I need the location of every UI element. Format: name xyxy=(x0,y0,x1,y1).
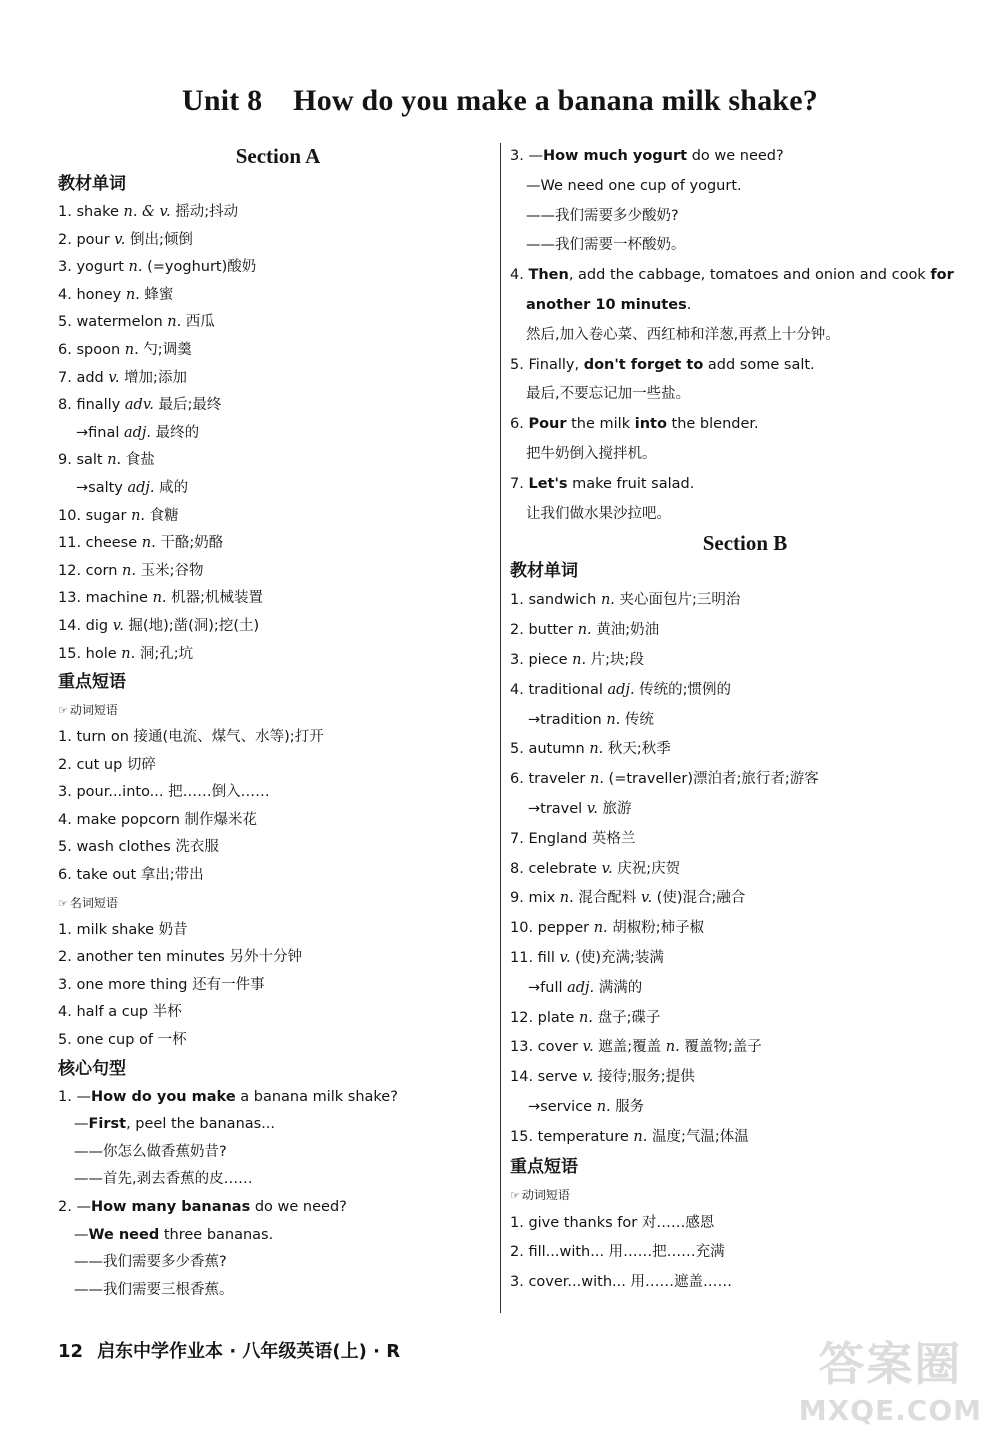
part-of-speech: n. xyxy=(600,592,615,609)
part-of-speech: n. & v. xyxy=(123,204,171,220)
part-of-speech: v. xyxy=(586,800,598,817)
watermark-url: MXQE.COM xyxy=(798,1394,982,1427)
vocab-item xyxy=(510,706,980,736)
watermark-logo: 答案圈 xyxy=(818,1337,963,1391)
vocab-meaning: 满满的 xyxy=(594,979,643,996)
part-of-speech: n. xyxy=(579,1009,593,1026)
vocab-item xyxy=(510,735,980,765)
section-b-heading: Section B xyxy=(702,531,788,556)
part-of-speech: n. xyxy=(152,590,167,607)
vocab-item xyxy=(510,1093,980,1123)
vocab-word: 5. watermelon xyxy=(58,314,168,331)
vocab-heading-a: 教材单词 xyxy=(58,174,126,194)
pattern-heading-a: 核心句型 xyxy=(58,1058,126,1079)
vocab-word: 11. fill xyxy=(510,949,560,966)
page-footer xyxy=(58,1337,400,1363)
phrase-heading-a: 重点短语 xyxy=(58,672,126,693)
vocab-word: 10. pepper xyxy=(510,920,594,937)
pattern-5-sentence: 5. Finally, don't forget to add some salt. xyxy=(510,356,815,373)
vocab-item xyxy=(510,616,980,646)
watermark xyxy=(799,1328,982,1427)
vocab-meaning: 最终的 xyxy=(151,424,200,441)
vocab-meaning: 食糖 xyxy=(145,507,179,524)
vocab-item xyxy=(58,420,490,448)
part-of-speech: n. xyxy=(131,507,146,524)
vocab-word: 13. cover xyxy=(510,1039,583,1056)
pattern-1-question: 1. —How do you make a banana milk shake? xyxy=(58,1088,398,1105)
part-of-speech: n. xyxy=(122,562,136,579)
vocab-meaning: 旅游 xyxy=(597,800,632,817)
vocab-word: 13. machine xyxy=(58,590,153,607)
vocab-word: 3. yogurt xyxy=(58,259,129,276)
vocab-item xyxy=(510,1004,980,1034)
verb-phrase-item: 1. give thanks for 对……感恩 xyxy=(510,1214,715,1231)
part-of-speech: v. xyxy=(559,949,571,966)
vocab-item xyxy=(510,795,980,825)
book-title: 启东中学作业本 · 八年级英语(上) · R xyxy=(97,1341,401,1362)
pattern-2-answer: —We need three bananas. xyxy=(74,1226,274,1243)
part-of-speech: n. xyxy=(665,1039,680,1056)
vocab-meaning: 机器;机械装置 xyxy=(166,590,264,607)
right-column xyxy=(510,142,980,1298)
vocab-meaning: 接待;服务;提供 xyxy=(593,1069,695,1086)
pattern-3-question: 3. —How much yogurt do we need? xyxy=(510,148,784,164)
vocab-item xyxy=(58,227,490,255)
part-of-speech: n. xyxy=(593,920,608,937)
verb-phrase-item: 2. fill...with... 用……把……充满 xyxy=(510,1244,725,1261)
part-of-speech: v. xyxy=(640,890,653,907)
verb-phrase-subheading-b: ☞ 动词短语 xyxy=(510,1187,570,1202)
column-divider xyxy=(500,143,501,1313)
vocab-meaning: 勺;调羹 xyxy=(138,341,192,358)
vocab-word: 7. add xyxy=(58,369,109,386)
vocab-meaning: 掘(地);凿(洞);挖(土) xyxy=(123,617,260,634)
vocab-item xyxy=(510,884,980,914)
noun-phrase-list-a xyxy=(58,917,490,1055)
page-number: 12 xyxy=(58,1341,84,1362)
pattern-3-answer: —We need one cup of yogurt. xyxy=(526,177,742,194)
vocab-word: 7. England 英格兰 xyxy=(510,830,636,847)
vocab-meaning: 咸的 xyxy=(154,479,189,496)
vocab-item xyxy=(510,914,980,944)
vocab-item xyxy=(58,392,490,420)
pattern-7-cn: 让我们做水果沙拉吧。 xyxy=(526,505,671,522)
vocab-heading-b: 教材单词 xyxy=(510,561,578,582)
vocab-item xyxy=(58,503,490,531)
vocab-meaning: 片;块;段 xyxy=(586,651,644,668)
pattern-2-question: 2. —How many bananas do we need? xyxy=(58,1199,347,1215)
vocab-item xyxy=(58,199,490,227)
vocab-meaning: 食盐 xyxy=(121,452,155,469)
vocab-meaning: 摇动;抖动 xyxy=(170,204,239,220)
vocab-item xyxy=(58,365,490,393)
part-of-speech: v. xyxy=(582,1039,594,1056)
vocab-meaning: 传统 xyxy=(620,711,654,728)
vocab-item xyxy=(58,282,490,310)
pointing-hand-icon: ☞ xyxy=(58,704,68,718)
vocab-word: 10. sugar xyxy=(58,507,132,524)
vocab-meaning: 秋天;秋季 xyxy=(603,741,671,758)
noun-phrase-subheading-a: ☞ 名词短语 xyxy=(58,895,118,910)
noun-phrase-item: 2. another ten minutes 另外十分钟 xyxy=(58,949,302,966)
verb-phrase-item: 6. take out 拿出;带出 xyxy=(58,867,204,884)
pattern-2-cn-answer: ——我们需要三根香蕉。 xyxy=(74,1281,234,1298)
noun-phrase-item: 5. one cup of 一杯 xyxy=(58,1032,187,1049)
part-of-speech: adv. xyxy=(124,397,154,414)
part-of-speech: n. xyxy=(167,314,182,331)
page-title: Unit 8 How do you make a banana milk shake? xyxy=(182,84,818,117)
part-of-speech: n. xyxy=(596,1098,611,1115)
vocab-item xyxy=(58,613,490,641)
vocab-word: 8. celebrate xyxy=(510,860,602,877)
part-of-speech: n. xyxy=(121,645,136,662)
vocab-meaning: 庆祝;庆贺 xyxy=(612,860,681,877)
vocab-list-a xyxy=(58,199,490,668)
vocab-item xyxy=(58,530,490,558)
vocab-item xyxy=(510,825,980,855)
vocab-item xyxy=(58,475,490,503)
vocab-item xyxy=(58,641,490,669)
vocab-meaning: 夹心面包片;三明治 xyxy=(614,592,741,609)
vocab-meaning: 盘子;碟子 xyxy=(592,1009,661,1026)
vocab-meaning: 覆盖物;盖子 xyxy=(679,1039,762,1056)
part-of-speech: adj. xyxy=(124,424,152,441)
vocab-meaning: 玉米;谷物 xyxy=(135,562,204,579)
vocab-word: 6. traveler xyxy=(510,771,590,788)
pointing-hand-icon: ☞ xyxy=(510,1188,520,1202)
part-of-speech: n. xyxy=(107,452,122,469)
vocab-word: →service xyxy=(528,1098,597,1115)
vocab-meaning: 温度;气温;体温 xyxy=(647,1128,749,1145)
vocab-word: 14. serve xyxy=(510,1069,583,1086)
vocab-word: 3. piece xyxy=(510,651,573,668)
vocab-meaning: 遮盖;覆盖 xyxy=(593,1039,666,1056)
vocab-word: 15. temperature xyxy=(510,1128,634,1145)
verb-phrase-item: 1. turn on 接通(电流、煤气、水等);打开 xyxy=(58,729,324,746)
verb-phrase-item: 3. cover...with... 用……遮盖…… xyxy=(510,1274,732,1291)
vocab-meaning: 蜂蜜 xyxy=(139,286,174,303)
pattern-3-cn-question: ——我们需要多少酸奶? xyxy=(526,207,679,224)
pattern-4-line-1: 4. Then, add the cabbage, tomatoes and onion and cook for xyxy=(510,267,954,284)
verb-phrase-list-b xyxy=(510,1209,980,1298)
vocab-meaning: 服务 xyxy=(610,1098,645,1115)
vocab-word: 8. finally xyxy=(58,397,125,414)
part-of-speech: n. xyxy=(577,622,592,639)
left-column xyxy=(58,142,490,1304)
part-of-speech: v. xyxy=(112,617,124,634)
pattern-6-sentence: 6. Pour the milk into the blender. xyxy=(510,416,759,433)
vocab-word: 1. sandwich xyxy=(510,592,601,609)
vocab-word: 12. corn xyxy=(58,562,123,579)
vocab-item xyxy=(510,944,980,974)
vocab-word: 11. cheese xyxy=(58,535,142,552)
verb-phrase-subheading-a: ☞ 动词短语 xyxy=(58,703,118,718)
part-of-speech: v. xyxy=(582,1069,594,1086)
pattern-7-sentence: 7. Let's make fruit salad. xyxy=(510,475,695,492)
part-of-speech: n. xyxy=(128,259,143,276)
pointing-hand-icon: ☞ xyxy=(58,896,68,910)
noun-phrase-item: 3. one more thing 还有一件事 xyxy=(58,976,265,993)
pattern-6-cn: 把牛奶倒入搅拌机。 xyxy=(526,445,657,462)
part-of-speech: n. xyxy=(590,771,604,788)
pattern-1-cn-answer: ——首先,剥去香蕉的皮…… xyxy=(74,1171,253,1188)
vocab-item xyxy=(510,855,980,885)
part-of-speech: n. xyxy=(124,341,139,358)
part-of-speech: v. xyxy=(114,231,126,248)
part-of-speech: adj. xyxy=(567,979,595,996)
vocab-word: →tradition xyxy=(528,711,607,728)
vocab-meaning: 增加;添加 xyxy=(119,369,187,386)
pattern-5-cn: 最后,不要忘记加一些盐。 xyxy=(526,386,691,403)
part-of-speech: adj. xyxy=(127,479,155,496)
vocab-meaning: 混合配料 xyxy=(573,890,641,907)
vocab-meaning: (使)充满;装满 xyxy=(570,949,664,966)
pattern-3-cn-answer: ——我们需要一杯酸奶。 xyxy=(526,237,686,254)
pattern-1-answer: —First, peel the bananas... xyxy=(74,1116,276,1133)
part-of-speech: v. xyxy=(108,369,120,386)
vocab-meaning: 西瓜 xyxy=(181,314,215,331)
vocab-word: →final xyxy=(76,424,124,441)
vocab-item xyxy=(510,586,980,616)
vocab-word: 9. mix xyxy=(510,890,560,907)
part-of-speech: n. xyxy=(572,651,587,668)
pattern-2-cn-question: ——我们需要多少香蕉? xyxy=(74,1254,227,1271)
vocab-item xyxy=(58,337,490,365)
part-of-speech: n. xyxy=(633,1128,648,1145)
part-of-speech: n. xyxy=(141,535,156,552)
vocab-meaning: (=traveller)漂泊者;旅行者;游客 xyxy=(603,771,819,788)
vocab-item xyxy=(510,1033,980,1063)
noun-phrase-item: 4. half a cup 半杯 xyxy=(58,1004,182,1021)
vocab-word: 5. autumn xyxy=(510,741,590,758)
vocab-meaning: 黄油;奶油 xyxy=(591,622,660,639)
vocab-word: 14. dig xyxy=(58,617,113,634)
vocab-word: 12. plate xyxy=(510,1009,580,1026)
verb-phrase-item: 2. cut up 切碎 xyxy=(58,756,156,773)
vocab-item xyxy=(58,558,490,586)
vocab-word: 2. pour xyxy=(58,231,115,248)
part-of-speech: v. xyxy=(601,860,613,877)
vocab-item xyxy=(58,585,490,613)
part-of-speech: adj. xyxy=(607,681,635,698)
vocab-word: 1. shake xyxy=(58,204,124,220)
vocab-word: →travel xyxy=(528,800,587,817)
vocab-meaning: 传统的;惯例的 xyxy=(634,681,732,698)
phrase-heading-b: 重点短语 xyxy=(510,1156,578,1177)
vocab-word: 4. honey xyxy=(58,286,126,303)
pattern-4-line-2: another 10 minutes. xyxy=(526,296,692,313)
vocab-word: 6. spoon xyxy=(58,341,125,358)
verb-phrase-item: 5. wash clothes 洗衣服 xyxy=(58,839,219,856)
vocab-meaning: (使)混合;融合 xyxy=(652,890,746,907)
part-of-speech: n. xyxy=(589,741,604,758)
vocab-meaning: 倒出;倾倒 xyxy=(125,231,193,248)
verb-phrase-list-a xyxy=(58,724,490,890)
vocab-item xyxy=(510,1123,980,1153)
vocab-word: →full xyxy=(528,979,568,996)
vocab-item xyxy=(58,309,490,337)
vocab-item xyxy=(510,646,980,676)
vocab-word: 2. butter xyxy=(510,622,578,639)
vocab-item xyxy=(510,1063,980,1093)
vocab-word: 9. salt xyxy=(58,452,108,469)
pattern-4-cn: 然后,加入卷心菜、西红柿和洋葱,再煮上十分钟。 xyxy=(526,326,840,343)
vocab-meaning: 胡椒粉;柿子椒 xyxy=(607,920,705,937)
part-of-speech: n. xyxy=(606,711,621,728)
vocab-meaning: 最后;最终 xyxy=(153,397,222,414)
noun-phrase-item: 1. milk shake 奶昔 xyxy=(58,921,188,938)
part-of-speech: n. xyxy=(559,890,574,907)
vocab-item xyxy=(58,447,490,475)
vocab-list-b xyxy=(510,586,980,1152)
vocab-word: 15. hole xyxy=(58,645,122,662)
pattern-1-cn-question: ——你怎么做香蕉奶昔? xyxy=(74,1143,227,1160)
vocab-item xyxy=(58,254,490,282)
vocab-meaning: 洞;孔;坑 xyxy=(135,645,194,662)
section-a-heading: Section A xyxy=(235,144,321,168)
vocab-word: 4. traditional xyxy=(510,681,608,698)
vocab-meaning: 干酪;奶酪 xyxy=(155,535,224,552)
vocab-meaning: (=yoghurt)酸奶 xyxy=(142,259,257,276)
verb-phrase-item: 3. pour...into... 把……倒入…… xyxy=(58,784,270,801)
vocab-item xyxy=(510,765,980,795)
vocab-item xyxy=(510,676,980,706)
vocab-item xyxy=(510,974,980,1004)
verb-phrase-item: 4. make popcorn 制作爆米花 xyxy=(58,811,257,828)
vocab-word: →salty xyxy=(76,479,128,496)
part-of-speech: n. xyxy=(125,286,140,303)
